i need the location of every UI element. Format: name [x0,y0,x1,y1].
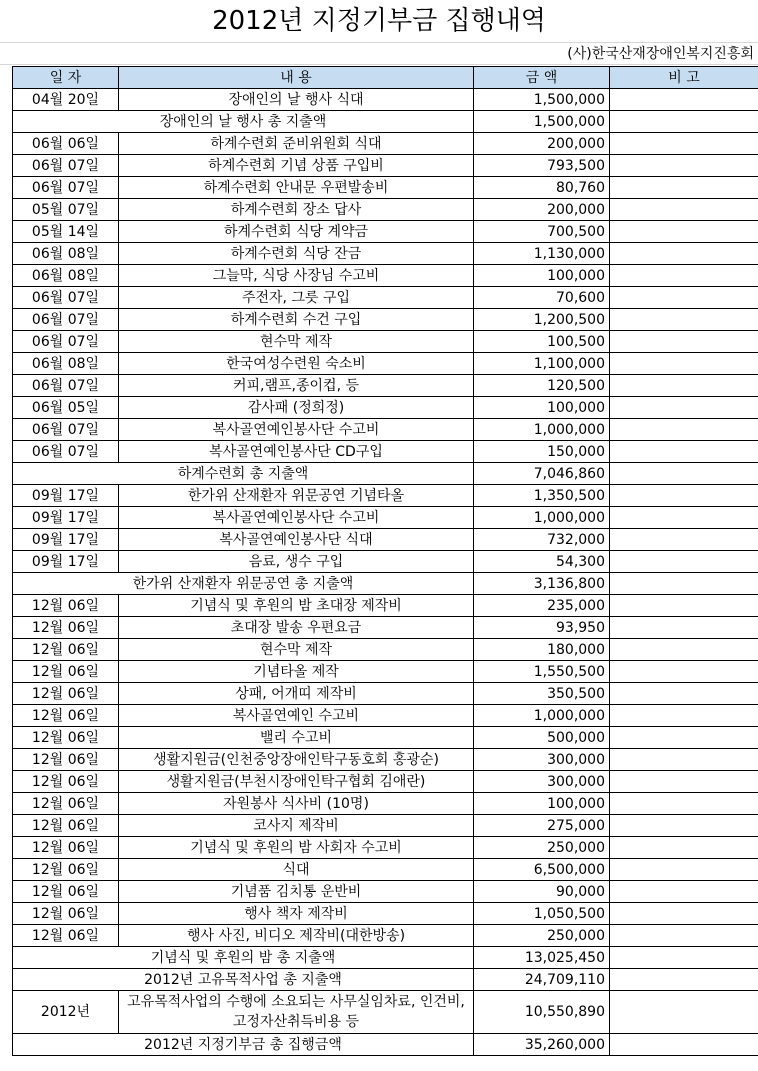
content-cell: 하계수련회 장소 답사 [119,199,474,221]
table-row [13,177,758,199]
amount-cell: 1,000,000 [474,419,610,441]
content-cell: 복사골연예인 수고비 [119,705,474,727]
amount-cell: 70,600 [474,287,610,309]
table-row [13,705,758,727]
date-cell: 05월 07일 [13,199,119,221]
table-row [13,419,758,441]
amount-cell: 90,000 [474,881,610,903]
table-row [13,331,758,353]
amount-cell: 93,950 [474,617,610,639]
table-row [13,815,758,837]
content-cell: 주전자, 그릇 구입 [119,287,474,309]
date-cell: 06월 07일 [13,441,119,463]
date-cell: 09월 17일 [13,485,119,507]
amount-cell: 1,500,000 [474,89,610,111]
amount-cell: 250,000 [474,837,610,859]
table-row [13,661,758,683]
date-cell: 12월 06일 [13,727,119,749]
content-cell: 기념타올 제작 [119,661,474,683]
amount-cell: 300,000 [474,771,610,793]
content-cell: 하계수련회 준비위원회 식대 [119,133,474,155]
table-row [13,771,758,793]
table-row [13,397,758,419]
note-cell [610,199,758,221]
amount-cell: 100,000 [474,397,610,419]
subtotal-row [13,969,758,991]
date-cell: 12월 06일 [13,661,119,683]
content-cell: 기념품 김치통 운반비 [119,881,474,903]
header-amount: 금 액 [474,67,610,89]
note-cell [610,419,758,441]
date-cell: 09월 17일 [13,507,119,529]
table-row [13,551,758,573]
note-cell [610,925,758,947]
date-cell: 2012년 [13,991,119,1034]
content-cell: 현수막 제작 [119,331,474,353]
note-cell [610,243,758,265]
date-cell: 12월 06일 [13,639,119,661]
amount-cell: 732,000 [474,529,610,551]
header-row [13,67,758,89]
amount-cell: 150,000 [474,441,610,463]
table-row [13,133,758,155]
table-row [13,485,758,507]
table-row [13,617,758,639]
note-cell [610,485,758,507]
amount-cell: 7,046,860 [474,463,610,485]
note-cell [610,683,758,705]
subtotal-row [13,463,758,485]
amount-cell: 1,550,500 [474,661,610,683]
table-row [13,859,758,881]
amount-cell: 100,500 [474,331,610,353]
table-row [13,441,758,463]
note-cell [610,177,758,199]
subtotal-label: 하계수련회 총 지출액 [13,463,474,485]
amount-cell: 1,100,000 [474,353,610,375]
date-cell: 12월 06일 [13,617,119,639]
note-cell [610,529,758,551]
table-row [13,287,758,309]
subtotal-label: 장애인의 날 행사 총 지출액 [13,111,474,133]
date-cell: 12월 06일 [13,705,119,727]
content-cell: 복사골연예인봉사단 식대 [119,529,474,551]
subtotal-row [13,111,758,133]
date-cell: 09월 17일 [13,551,119,573]
content-cell: 하계수련회 식당 계약금 [119,221,474,243]
date-cell: 06월 08일 [13,265,119,287]
note-cell [610,89,758,111]
date-cell: 06월 08일 [13,243,119,265]
note-cell [610,397,758,419]
date-cell: 06월 07일 [13,419,119,441]
date-cell: 12월 06일 [13,837,119,859]
gridline [0,64,758,65]
expense-table [12,66,758,1056]
amount-cell: 35,260,000 [474,1034,610,1056]
content-cell: 생활지원금(부천시장애인탁구협회 김애란) [119,771,474,793]
note-cell [610,859,758,881]
date-cell: 06월 07일 [13,309,119,331]
note-cell [610,1034,758,1056]
amount-cell: 10,550,890 [474,991,610,1034]
content-cell: 한가위 산재환자 위문공연 기념타올 [119,485,474,507]
content-cell: 하계수련회 식당 잔금 [119,243,474,265]
date-cell: 06월 07일 [13,331,119,353]
table-body [13,89,758,1056]
content-cell: 기념식 및 후원의 밤 사회자 수고비 [119,837,474,859]
note-cell [610,991,758,1034]
date-cell: 06월 07일 [13,375,119,397]
content-cell: 상패, 어개띠 제작비 [119,683,474,705]
subtotal-label: 한가위 산재환자 위문공연 총 지출액 [13,573,474,595]
subtotal-label: 2012년 지정기부금 총 집행금액 [13,1034,474,1056]
subtotal-label: 2012년 고유목적사업 총 지출액 [13,969,474,991]
amount-cell: 1,000,000 [474,507,610,529]
table-row [13,89,758,111]
note-cell [610,111,758,133]
content-cell: 행사 책자 제작비 [119,903,474,925]
table-row [13,925,758,947]
date-cell: 12월 06일 [13,749,119,771]
note-cell [610,353,758,375]
date-cell: 12월 06일 [13,793,119,815]
table-row [13,375,758,397]
table-row [13,507,758,529]
table-row [13,991,758,1034]
amount-cell: 180,000 [474,639,610,661]
note-cell [610,133,758,155]
note-cell [610,903,758,925]
table-row [13,265,758,287]
content-cell: 그늘막, 식당 사장님 수고비 [119,265,474,287]
note-cell [610,771,758,793]
note-cell [610,705,758,727]
content-cell: 기념식 및 후원의 밤 초대장 제작비 [119,595,474,617]
content-cell: 감사패 (정희정) [119,397,474,419]
table-row [13,529,758,551]
table-row [13,595,758,617]
content-cell: 코사지 제작비 [119,815,474,837]
table-row [13,353,758,375]
note-cell [610,947,758,969]
content-cell: 고유목적사업의 수행에 소요되는 사무실임차료, 인건비,고정자산취득비용 등 [119,991,474,1034]
date-cell: 12월 06일 [13,903,119,925]
note-cell [610,441,758,463]
amount-cell: 200,000 [474,133,610,155]
date-cell: 12월 06일 [13,859,119,881]
amount-cell: 250,000 [474,925,610,947]
note-cell [610,331,758,353]
date-cell: 06월 06일 [13,133,119,155]
date-cell: 12월 06일 [13,925,119,947]
note-cell [610,375,758,397]
table-row [13,243,758,265]
content-cell: 복사골연예인봉사단 CD구입 [119,441,474,463]
content-cell: 밸리 수고비 [119,727,474,749]
note-cell [610,155,758,177]
note-cell [610,815,758,837]
table-row [13,155,758,177]
content-cell: 현수막 제작 [119,639,474,661]
date-cell: 05월 14일 [13,221,119,243]
header-content: 내 용 [119,67,474,89]
amount-cell: 1,050,500 [474,903,610,925]
note-cell [610,287,758,309]
amount-cell: 100,000 [474,793,610,815]
date-cell: 06월 07일 [13,155,119,177]
note-cell [610,749,758,771]
amount-cell: 1,130,000 [474,243,610,265]
subtotal-row [13,1034,758,1056]
date-cell: 12월 06일 [13,595,119,617]
content-cell: 장애인의 날 행사 식대 [119,89,474,111]
table-row [13,683,758,705]
date-cell: 06월 08일 [13,353,119,375]
page-title: 2012년 지정기부금 집행내역 [212,6,546,36]
content-cell: 행사 사진, 비디오 제작비(대한방송) [119,925,474,947]
amount-cell: 24,709,110 [474,969,610,991]
table-row [13,881,758,903]
header-date: 일 자 [13,67,119,89]
note-cell [610,617,758,639]
table-row [13,309,758,331]
table-row [13,749,758,771]
table-row [13,903,758,925]
amount-cell: 1,350,500 [474,485,610,507]
note-cell [610,265,758,287]
date-cell: 06월 07일 [13,287,119,309]
table-row [13,727,758,749]
amount-cell: 6,500,000 [474,859,610,881]
amount-cell: 13,025,450 [474,947,610,969]
table-row [13,837,758,859]
note-cell [610,837,758,859]
date-cell: 06월 05일 [13,397,119,419]
organization-name: (사)한국산재장애인복지진흥회 [567,46,754,62]
amount-cell: 793,500 [474,155,610,177]
amount-cell: 700,500 [474,221,610,243]
header-note: 비 고 [610,67,758,89]
content-cell: 하계수련회 수건 구입 [119,309,474,331]
amount-cell: 1,500,000 [474,111,610,133]
amount-cell: 200,000 [474,199,610,221]
note-cell [610,661,758,683]
note-cell [610,507,758,529]
content-cell: 음료, 생수 구입 [119,551,474,573]
note-cell [610,793,758,815]
note-cell [610,881,758,903]
amount-cell: 80,760 [474,177,610,199]
amount-cell: 350,500 [474,683,610,705]
amount-cell: 500,000 [474,727,610,749]
content-cell: 하계수련회 안내문 우편발송비 [119,177,474,199]
note-cell [610,573,758,595]
amount-cell: 120,500 [474,375,610,397]
gridline [0,42,758,43]
content-cell: 복사골연예인봉사단 수고비 [119,419,474,441]
note-cell [610,727,758,749]
content-cell: 자원봉사 식사비 (10명) [119,793,474,815]
date-cell: 12월 06일 [13,683,119,705]
date-cell: 12월 06일 [13,815,119,837]
amount-cell: 275,000 [474,815,610,837]
table-row [13,199,758,221]
note-cell [610,595,758,617]
note-cell [610,969,758,991]
subtotal-row [13,947,758,969]
date-cell: 04월 20일 [13,89,119,111]
content-cell: 한국여성수련원 숙소비 [119,353,474,375]
date-cell: 12월 06일 [13,771,119,793]
subtotal-row [13,573,758,595]
amount-cell: 3,136,800 [474,573,610,595]
amount-cell: 1,000,000 [474,705,610,727]
amount-cell: 54,300 [474,551,610,573]
note-cell [610,463,758,485]
table-row [13,639,758,661]
date-cell: 09월 17일 [13,529,119,551]
note-cell [610,639,758,661]
subtotal-label: 기념식 및 후원의 밤 총 지출액 [13,947,474,969]
content-cell: 커피,램프,종이컵, 등 [119,375,474,397]
table-row [13,221,758,243]
content-cell: 복사골연예인봉사단 수고비 [119,507,474,529]
table-row [13,793,758,815]
content-cell: 하계수련회 기념 상품 구입비 [119,155,474,177]
amount-cell: 100,000 [474,265,610,287]
amount-cell: 1,200,500 [474,309,610,331]
note-cell [610,551,758,573]
content-cell: 생활지원금(인천중앙장애인탁구동호회 홍광순) [119,749,474,771]
note-cell [610,221,758,243]
content-cell: 초대장 발송 우편요금 [119,617,474,639]
note-cell [610,309,758,331]
date-cell: 12월 06일 [13,881,119,903]
amount-cell: 300,000 [474,749,610,771]
date-cell: 06월 07일 [13,177,119,199]
content-cell: 식대 [119,859,474,881]
amount-cell: 235,000 [474,595,610,617]
